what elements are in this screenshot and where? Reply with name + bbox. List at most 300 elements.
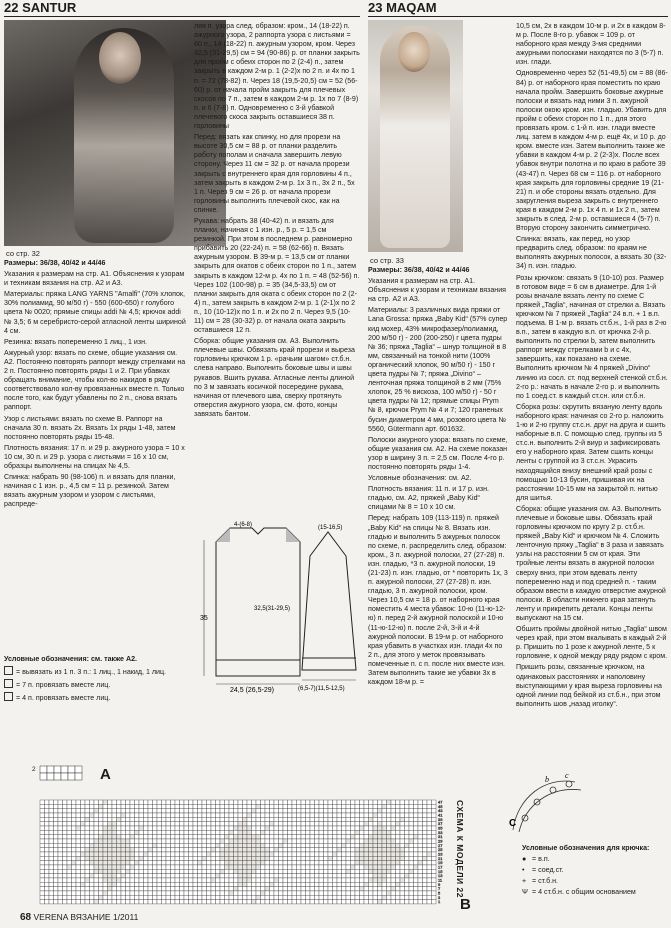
- chart-b-cell: [279, 835, 284, 839]
- chart-b-cell: [121, 891, 126, 895]
- chart-b-row-number: 9: [438, 881, 441, 887]
- chart-b-cell: [243, 878, 248, 882]
- chart-b-cell: [319, 887, 324, 891]
- chart-b-cell: [54, 900, 59, 904]
- chart-b-cell: [279, 874, 284, 878]
- chart-b-cell: [225, 843, 230, 847]
- chart-b-cell: [166, 865, 171, 869]
- chart-b-cell: [238, 804, 243, 808]
- chart-b-cell: [306, 874, 311, 878]
- chart-b-cell: [220, 874, 225, 878]
- chart-b-cell: [396, 830, 401, 834]
- chart-b-cell: [58, 878, 63, 882]
- chart-b-cell: [180, 839, 185, 843]
- chart-b-cell: [180, 830, 185, 834]
- chart-b-cell: [76, 843, 81, 847]
- chart-b-cell: [103, 891, 108, 895]
- chart-b-cell: [288, 809, 293, 813]
- chart-b-cell: [373, 856, 378, 860]
- chart-b-cell: [328, 804, 333, 808]
- chart-b-cell: [270, 843, 275, 847]
- chart-b-cell: [310, 826, 315, 830]
- chart-b-cell: [81, 843, 86, 847]
- chart-b-cell: [391, 891, 396, 895]
- chart-b-cell: [126, 843, 131, 847]
- chart-b-cell: [373, 800, 378, 804]
- chart-b-cell: [261, 856, 266, 860]
- chart-b-cell: [211, 891, 216, 895]
- chart-b-cell: [400, 839, 405, 843]
- chart-b-cell: [211, 900, 216, 904]
- chart-b-cell: [247, 817, 252, 821]
- chart-b-cell: [432, 865, 437, 869]
- chart-b-cell: [126, 882, 131, 886]
- chart-b-cell: [189, 882, 194, 886]
- chart-b-cell: [58, 843, 63, 847]
- chart-b-cell: [171, 822, 176, 826]
- chart-b-cell: [135, 891, 140, 895]
- chart-b-cell: [283, 861, 288, 865]
- chart-b-cell: [90, 800, 95, 804]
- chart-b-cell: [274, 891, 279, 895]
- chart-b-cell: [207, 887, 212, 891]
- chart-b-cell: [207, 843, 212, 847]
- chart-b-cell: [328, 817, 333, 821]
- chart-b-cell: [315, 882, 320, 886]
- chart-b-cell: [292, 895, 297, 899]
- chart-b-cell: [229, 887, 234, 891]
- chart-b-cell: [360, 900, 365, 904]
- chart-b-cell: [427, 835, 432, 839]
- chart-b-cell: [351, 878, 356, 882]
- chart-b-cell: [157, 804, 162, 808]
- chart-b-cell: [40, 895, 45, 899]
- chart-b-cell: [328, 865, 333, 869]
- chart-b-cell: [270, 826, 275, 830]
- chart-b-cell: [162, 813, 167, 817]
- chart-b-cell: [387, 874, 392, 878]
- chart-b-cell: [144, 895, 149, 899]
- chart-b-cell: [180, 865, 185, 869]
- chart-b-cell: [252, 839, 257, 843]
- chart-b-cell: [432, 809, 437, 813]
- chart-b-cell: [81, 800, 86, 804]
- chart-b-cell: [76, 809, 81, 813]
- chart-b-cell: [211, 874, 216, 878]
- chart-b-cell: [387, 882, 392, 886]
- chart-b-cell: [391, 895, 396, 899]
- chart-b-cell: [54, 839, 59, 843]
- chart-b-cell: [382, 809, 387, 813]
- chart-b-cell: [292, 804, 297, 808]
- lace-pattern: Ажурный узор: вязать по схеме, общие указания см. А2. Постоянно повторять раппорт между стрелками на 2 п. Постоянно повторять ряды 1 и 2. При убавках обращать внимание, чтобы кол-во накидов в ряду соответствовало кол-ву провязанных вместе п. Только после того, как будут убавлены по 2 п., снова вязать раппорт.: [4, 348, 186, 412]
- chart-b-cell: [243, 852, 248, 856]
- chart-b-cell: [130, 804, 135, 808]
- chart-b-cell: [180, 878, 185, 882]
- chart-b-cell: [396, 839, 401, 843]
- chart-b-cell: [306, 856, 311, 860]
- chart-b-cell: [369, 861, 374, 865]
- chart-b-cell: [252, 852, 257, 856]
- chart-b-cell: [225, 804, 230, 808]
- chart-b-cell: [85, 861, 90, 865]
- chart-b-cell: [234, 895, 239, 899]
- chart-b-cell: [139, 813, 144, 817]
- chart-b-cell: [261, 830, 266, 834]
- page-number: 68: [20, 912, 32, 923]
- chart-b-cell: [306, 822, 311, 826]
- chart-b-cell: [40, 856, 45, 860]
- chart-b-cell: [126, 878, 131, 882]
- chart-b-cell: [283, 848, 288, 852]
- chart-b-cell: [324, 800, 329, 804]
- chart-b-row-number: 11: [438, 877, 443, 883]
- chart-b-cell: [270, 891, 275, 895]
- chart-b-cell: [139, 878, 144, 882]
- chart-b-cell: [126, 813, 131, 817]
- sleeves: Рукава: набрать 38 (40-42) п. и вязать для планки, начиная с 1 изн. р., 5 р. = 1,5 см резинкой. При этом в последнем р. равномерно прибавить 20 (22-24) п. = 58 (62-66) п. Вязать ажурным узором. В 39-м р. = 13,5 см от планки закрыть для окатов с обеих сторон по 1 п., затем закрыть в каждом 12-м р. 4х по 1 п. = 48 (52-56) п. Через 102 (100-98) р. = 35 (34,5-33,5) см от планки закрыть для оката с обеих сторон по 2 (2-4) п., затем закрыть в каждом 2-м р. 1 (2-1)х по 2 п., 10 (10-12)х по 1 п. и 2х по 2 п. Через 9,5 (10-11) см = 28 (30-32) р. от начала оката закрыть оставшиеся 12 п.: [194, 216, 360, 335]
- chart-b-cell: [85, 900, 90, 904]
- chart-b-cell: [112, 830, 117, 834]
- chart-b-cell: [72, 830, 77, 834]
- chart-b-cell: [409, 895, 414, 899]
- chart-b-cell: [342, 869, 347, 873]
- chart-b-cell: [382, 848, 387, 852]
- chart-b-cell: [337, 843, 342, 847]
- front-cont-23: 10,5 см, 2х в каждом 10-м р. и 2х в каждом 8-м р. После 8-го р. убавок = 109 р. от наборного края между 3-мя средними ажурными полосками находятся по 3 (5-7) п. изн. глади.: [516, 22, 666, 67]
- chart-b-cell: [207, 878, 212, 882]
- chart-b-cell: [144, 848, 149, 852]
- chart-b-cell: [423, 813, 428, 817]
- chart-b-row-number: 43: [438, 808, 443, 814]
- chart-b-cell: [103, 878, 108, 882]
- chart-b-cell: [427, 839, 432, 843]
- chart-b-cell: [112, 891, 117, 895]
- chart-b-cell: [301, 856, 306, 860]
- chart-b-cell: [58, 895, 63, 899]
- chart-b-cell: [85, 830, 90, 834]
- chart-b-cell: [342, 852, 347, 856]
- chart-b-row-number: 33: [438, 829, 443, 835]
- assembly: Сборка: общие указания см. А3. Выполнить плечевые швы. Обвязать край прорези и выреза горловины крючком 1 р. «рачьим шагом» ст.б.н. слева направо. Выполнить боковые швы и швы рукавов. Вшить рукава. Атласные ленты длиной по 3 м завязать косичкой посередине рукава, начиная от плечевого шва, сверху протянуть отверстия ажурного узора, см. фото, концы завязать бантом.: [194, 337, 355, 418]
- chart-b-cell: [378, 826, 383, 830]
- chart-b-cell: [387, 839, 392, 843]
- chart-b-cell: [427, 900, 432, 904]
- chart-b-cell: [360, 835, 365, 839]
- chart-b-cell: [126, 800, 131, 804]
- chart-b-cell: [207, 900, 212, 904]
- chart-b-cell: [243, 891, 248, 895]
- chart-b-cell: [58, 813, 63, 817]
- chart-b-cell: [153, 869, 158, 873]
- chart-b-cell: [288, 852, 293, 856]
- chart-b-cell: [261, 852, 266, 856]
- chart-b-cell: [369, 848, 374, 852]
- chart-b-cell: [63, 830, 68, 834]
- chart-b-cell: [81, 891, 86, 895]
- chart-b-cell: [193, 843, 198, 847]
- chart-b-cell: [432, 822, 437, 826]
- chart-b-cell: [148, 813, 153, 817]
- chart-b-cell: [99, 882, 104, 886]
- chart-b-row-number: 21: [438, 855, 443, 861]
- chart-b-cell: [90, 830, 95, 834]
- chart-b-cell: [256, 895, 261, 899]
- chart-b-cell: [94, 826, 99, 830]
- chart-b-cell: [342, 843, 347, 847]
- chart-b-cell: [297, 882, 302, 886]
- chart-b-cell: [139, 882, 144, 886]
- chart-b-cell: [306, 852, 311, 856]
- chart-b-cell: [391, 835, 396, 839]
- chart-b-cell: [283, 817, 288, 821]
- chart-b-cell: [355, 813, 360, 817]
- chart-b-cell: [405, 856, 410, 860]
- chart-b-cell: [310, 895, 315, 899]
- chart-b-cell: [378, 804, 383, 808]
- chart-b-cell: [337, 804, 342, 808]
- chart-b-cell: [391, 822, 396, 826]
- chart-b-cell: [400, 852, 405, 856]
- chart-b-cell: [85, 804, 90, 808]
- chart-b-cell: [117, 887, 122, 891]
- chart-b-cell: [144, 882, 149, 886]
- chart-b-cell: [121, 809, 126, 813]
- chart-b-cell: [283, 869, 288, 873]
- chart-b-cell: [306, 882, 311, 886]
- chart-b-cell: [283, 874, 288, 878]
- chart-b-cell: [189, 856, 194, 860]
- chart-b-cell: [90, 817, 95, 821]
- chart-b-cell: [67, 830, 72, 834]
- chart-b-cell: [130, 882, 135, 886]
- chart-b-cell: [405, 848, 410, 852]
- chart-b-cell: [369, 800, 374, 804]
- chart-b-cell: [252, 861, 257, 865]
- chart-b-cell: [396, 891, 401, 895]
- chart-b-cell: [90, 861, 95, 865]
- chart-b-cell: [351, 822, 356, 826]
- chart-b-cell: [198, 835, 203, 839]
- chart-b-cell: [315, 891, 320, 895]
- chart-b-cell: [432, 852, 437, 856]
- chart-b-cell: [333, 874, 338, 878]
- chart-b-cell: [265, 882, 270, 886]
- chart-b-cell: [67, 800, 72, 804]
- chart-b-cell: [283, 882, 288, 886]
- chart-b-cell: [207, 830, 212, 834]
- chart-b-cell: [108, 878, 113, 882]
- chart-b-cell: [148, 887, 153, 891]
- chart-b-cell: [94, 869, 99, 873]
- chart-b-cell: [256, 848, 261, 852]
- chart-b-cell: [382, 800, 387, 804]
- chart-b-cell: [342, 822, 347, 826]
- chart-b-cell: [54, 895, 59, 899]
- chart-b-cell: [369, 809, 374, 813]
- chart-b-cell: [189, 861, 194, 865]
- chart-b-cell: [229, 882, 234, 886]
- chart-b-cell: [423, 895, 428, 899]
- chart-b-cell: [409, 882, 414, 886]
- chart-b-cell: [166, 878, 171, 882]
- chart-b-cell: [139, 869, 144, 873]
- chart-b-row-number: 23: [438, 851, 443, 857]
- chart-b-cell: [328, 852, 333, 856]
- chart-b-cell: [423, 839, 428, 843]
- chart-b-cell: [117, 869, 122, 873]
- chart-b-cell: [369, 895, 374, 899]
- chart-b-cell: [337, 856, 342, 860]
- chart-b-cell: [130, 891, 135, 895]
- chart-b-cell: [378, 891, 383, 895]
- chart-b-cell: [261, 848, 266, 852]
- chart-b-cell: [49, 813, 54, 817]
- chart-b-cell: [130, 822, 135, 826]
- chart-b-cell: [382, 804, 387, 808]
- chart-b-cell: [72, 865, 77, 869]
- chart-b-cell: [220, 900, 225, 904]
- model-23-instructions-part2: [516, 22, 668, 711]
- chart-b-cell: [211, 826, 216, 830]
- chart-b-cell: [121, 895, 126, 899]
- chart-b-cell: [220, 826, 225, 830]
- chart-b-cell: [418, 835, 423, 839]
- chart-b-cell: [265, 887, 270, 891]
- chart-b-cell: [220, 835, 225, 839]
- chart-b-cell: [229, 852, 234, 856]
- chart-b-cell: [189, 817, 194, 821]
- chart-b-cell: [391, 813, 396, 817]
- chart-b-cell: [409, 878, 414, 882]
- chart-b-cell: [315, 856, 320, 860]
- chart-b-cell: [148, 878, 153, 882]
- legend-c-title: Условные обозначения для крючка:: [522, 844, 650, 852]
- chart-b-cell: [238, 809, 243, 813]
- chart-b-cell: [171, 856, 176, 860]
- chart-b-cell: [414, 826, 419, 830]
- chart-b-cell: [238, 843, 243, 847]
- chart-b-cell: [301, 900, 306, 904]
- chart-b-cell: [135, 887, 140, 891]
- chart-b-cell: [193, 848, 198, 852]
- chart-b-cell: [216, 878, 221, 882]
- chart-b-cell: [306, 900, 311, 904]
- chart-b-cell: [135, 813, 140, 817]
- chart-b-cell: [166, 817, 171, 821]
- chart-b-cell: [427, 891, 432, 895]
- chart-b-cell: [121, 882, 126, 886]
- chart-b-cell: [301, 839, 306, 843]
- chart-b-cell: [243, 839, 248, 843]
- chart-b-row-number: 1: [438, 899, 441, 905]
- chart-b-cell: [108, 843, 113, 847]
- chart-b-cell: [378, 887, 383, 891]
- chart-b-cell: [342, 865, 347, 869]
- chart-b-row-number: 31: [438, 834, 443, 840]
- chart-b-cell: [85, 887, 90, 891]
- chart-b-cell: [184, 843, 189, 847]
- chart-b-cell: [148, 826, 153, 830]
- chart-b-cell: [369, 826, 374, 830]
- chart-b-cell: [126, 861, 131, 865]
- chart-b-cell: [432, 887, 437, 891]
- chart-b-cell: [157, 813, 162, 817]
- chart-b-cell: [216, 887, 221, 891]
- chart-b-cell: [63, 813, 68, 817]
- chart-b-cell: [243, 817, 248, 821]
- chart-b-cell: [108, 839, 113, 843]
- chart-b-cell: [49, 874, 54, 878]
- chart-b-cell: [342, 835, 347, 839]
- chart-b-cell: [283, 856, 288, 860]
- chart-a-cell: [54, 766, 61, 773]
- chart-b-cell: [112, 861, 117, 865]
- chart-b-cell: [193, 817, 198, 821]
- page-footer: [20, 912, 138, 923]
- chart-b-cell: [153, 878, 158, 882]
- legend-title: Условные обозначения: см. также А2.: [4, 655, 137, 663]
- chart-b-cell: [63, 861, 68, 865]
- chart-b-cell: [67, 865, 72, 869]
- chart-b-cell: [288, 869, 293, 873]
- chart-b-cell: [301, 848, 306, 852]
- chart-b-cell: [180, 869, 185, 873]
- chart-b-cell: [216, 848, 221, 852]
- chart-b-cell: [396, 809, 401, 813]
- chart-b-cell: [58, 891, 63, 895]
- chart-b-cell: [364, 895, 369, 899]
- materials: Материалы: пряжа LANG YARNS "Amalfi" (70% хлопок, 30% полиамид, 90 м/50 г) - 550 (600-650) г голубого цвета № 0020; прямые спицы addi № 4,5; крючок addi № 3,5; 6 м серебристо-серой атласной ленты шириной 4 см.: [4, 290, 186, 335]
- chart-b-cell: [99, 861, 104, 865]
- chart-b-cell: [67, 869, 72, 873]
- chart-b-cell: [324, 861, 329, 865]
- chart-b-cell: [63, 887, 68, 891]
- chart-b-cell: [369, 856, 374, 860]
- chart-b-cell: [400, 848, 405, 852]
- chart-b-cell: [189, 874, 194, 878]
- chart-b-cell: [139, 856, 144, 860]
- chart-b-cell: [351, 800, 356, 804]
- chart-b-cell: [387, 835, 392, 839]
- chart-b-cell: [238, 861, 243, 865]
- chart-b-cell: [373, 830, 378, 834]
- chart-b-cell: [252, 878, 257, 882]
- chart-b-cell: [166, 830, 171, 834]
- chart-b-cell: [297, 895, 302, 899]
- chart-b-cell: [346, 822, 351, 826]
- chart-b-cell: [54, 878, 59, 882]
- chart-b-cell: [409, 856, 414, 860]
- chart-b-cell: [333, 856, 338, 860]
- gauge-23: Плотность вязания: 11 п. и 17 р. изн. гладью, см. А2, пряжей „Baby Kid“ спицами № 8 = 10 х 10 см.: [368, 485, 489, 512]
- chart-b-cell: [288, 895, 293, 899]
- chart-b-cell: [234, 804, 239, 808]
- chart-b-cell: [90, 813, 95, 817]
- chart-b-cell: [198, 830, 203, 834]
- chart-b-cell: [112, 826, 117, 830]
- chart-b-cell: [369, 813, 374, 817]
- legend-item: = 4 п. провязать вместе лиц.: [4, 692, 186, 703]
- crochet-chart-c: [505, 768, 595, 838]
- chart-b-cell: [40, 809, 45, 813]
- chart-b-cell: [121, 804, 126, 808]
- chart-b-cell: [211, 809, 216, 813]
- chart-b-cell: [103, 882, 108, 886]
- chart-b-cell: [112, 874, 117, 878]
- chart-b-cell: [49, 865, 54, 869]
- chart-b-cell: [139, 835, 144, 839]
